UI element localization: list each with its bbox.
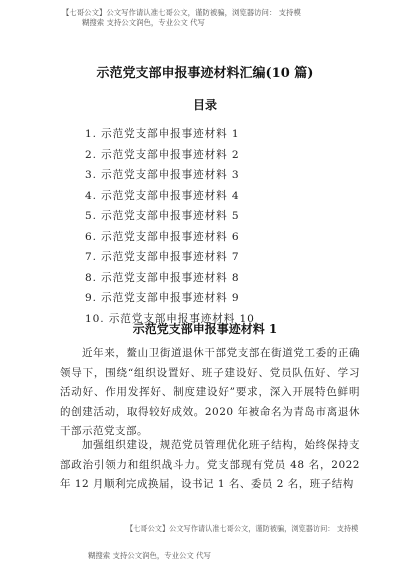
toc-item[interactable]: 8. 示范党支部申报事迹材料 8 (85, 271, 240, 284)
body-paragraph: 近年来，鳌山卫街道退休干部党支部在街道党工委的正确领导下，围绕“组织设置好、班子建设好、党员队伍好、学习活动好、作用发挥好、制度建设好”要求，深入开展特色鲜明的创建活动，取得较好成效。2020 年被命名为青岛市离退休干部示范党支部。 (60, 347, 360, 438)
toc-item[interactable]: 10. 示范党支部申报事迹材料 10 (85, 312, 255, 325)
toc-item[interactable]: 1. 示范党支部申报事迹材料 1 (85, 128, 240, 140)
section-title: 示范党支部申报事迹材料 1 (132, 322, 278, 336)
toc-item[interactable]: 3. 示范党支部申报事迹材料 3 (85, 169, 240, 181)
header-line-1: 【七哥公文】公文写作请认准七哥公文，谨防被骗，浏览器访问： 支持模 (62, 8, 301, 17)
header-watermark (62, 8, 362, 28)
footer-line-1: 【七哥公文】公文写作请认准七哥公文，谨防被骗，浏览器访问： 支持模 (126, 524, 359, 533)
document-title: 示范党支部申报事迹材料汇编(10 篇) (96, 66, 314, 81)
table-of-contents (85, 124, 255, 329)
body-paragraph: 加强组织建设，规范党员管理优化班子结构，始终保持支部政治引领力和组织战斗力。党支部现有党员 48 名，2022 年 12 月顺利完成换届，设书记 1 名、委员 2 名，班子结构 (60, 439, 360, 491)
toc-item[interactable]: 4. 示范党支部申报事迹材料 4 (85, 189, 240, 202)
toc-item[interactable]: 7. 示范党支部申报事迹材料 7 (85, 251, 240, 263)
header-line-2: 糊搜索 支持公文润色，专业公文 代写 (82, 18, 205, 27)
toc-item[interactable]: 9. 示范党支部申报事迹材料 9 (85, 292, 240, 304)
footer-line-2: 糊搜索 支持公文润色，专业公文 代写 (88, 551, 211, 560)
toc-heading: 目录 (192, 98, 217, 112)
toc-item[interactable]: 5. 示范党支部申报事迹材料 5 (85, 210, 240, 222)
toc-item[interactable]: 6. 示范党支部申报事迹材料 6 (85, 230, 240, 243)
footer-watermark (60, 519, 360, 539)
toc-item[interactable]: 2. 示范党支部申报事迹材料 2 (85, 148, 240, 161)
